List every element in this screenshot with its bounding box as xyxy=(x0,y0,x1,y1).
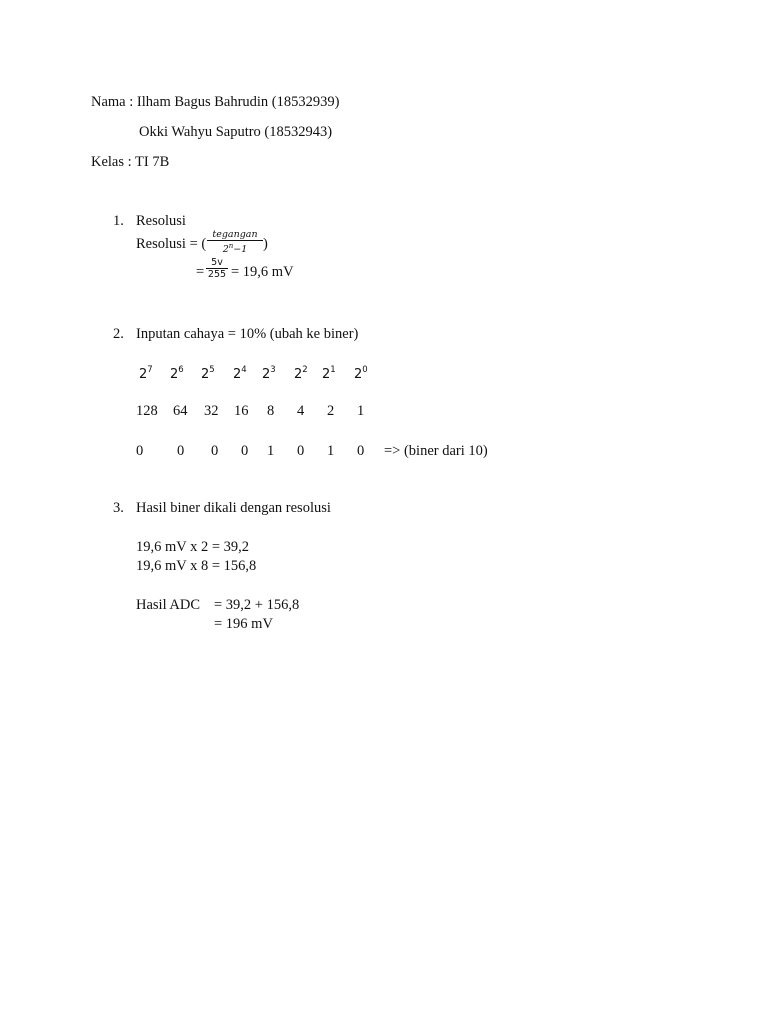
nama-line-2: Okki Wahyu Saputro (18532943) xyxy=(139,124,333,140)
power-of-two: $2^4$ xyxy=(233,365,247,382)
q1-frac2-numerator: 5v xyxy=(211,257,223,268)
power-of-two: $2^7$ xyxy=(139,365,153,382)
q1-formula-prefix: Resolusi = ( xyxy=(136,236,207,252)
power-of-two: $2^2$ xyxy=(294,365,308,382)
q1-fraction-5v xyxy=(206,257,228,280)
weight-value: 16 xyxy=(234,403,249,419)
bit-value: 0 xyxy=(297,443,305,459)
weight-value: 128 xyxy=(136,403,158,419)
nama-line: Nama : Ilham Bagus Bahrudin (18532939) xyxy=(91,94,340,110)
bits-note: => (biner dari 10) xyxy=(384,443,488,459)
weight-value: 4 xyxy=(297,403,305,419)
weight-value: 1 xyxy=(357,403,365,419)
q1-fraction-tegangan xyxy=(207,229,263,255)
power-of-two: $2^6$ xyxy=(170,365,184,382)
bit-value: 0 xyxy=(357,443,365,459)
q1-result: = 19,6 mV xyxy=(231,264,294,280)
hasil-adc-line-1: = 39,2 + 156,8 xyxy=(214,597,300,613)
q2-number: 2. xyxy=(113,326,124,342)
bit-value: 0 xyxy=(136,443,144,459)
power-of-two: $2^0$ xyxy=(354,365,368,382)
bit-value: 1 xyxy=(327,443,335,459)
q1-frac1-numerator: tegangan xyxy=(212,229,258,240)
bit-value: 0 xyxy=(241,443,249,459)
bit-value: 0 xyxy=(211,443,219,459)
weight-value: 32 xyxy=(204,403,219,419)
q1-frac2-denominator: 255 xyxy=(207,269,227,280)
q2-title: Inputan cahaya = 10% (ubah ke biner) xyxy=(136,326,359,342)
weight-value: 64 xyxy=(173,403,188,419)
hasil-adc-label: Hasil ADC xyxy=(136,597,201,613)
power-of-two: $2^1$ xyxy=(322,365,336,382)
q1-eq-sign: = xyxy=(196,264,205,280)
power-of-two: $2^5$ xyxy=(201,365,215,382)
q1-title: Resolusi xyxy=(136,213,186,229)
kelas-line: Kelas : TI 7B xyxy=(91,154,170,170)
power-of-two: $2^3$ xyxy=(262,365,276,382)
weight-value: 8 xyxy=(267,403,275,419)
hasil-adc-line-2: = 196 mV xyxy=(214,616,273,632)
weight-value: 2 xyxy=(327,403,335,419)
q1-frac1-denominator: $2^n-1$ xyxy=(222,242,248,255)
q3-number: 3. xyxy=(113,500,124,516)
q3-title: Hasil biner dikali dengan resolusi xyxy=(136,500,331,516)
bit-value: 1 xyxy=(267,443,275,459)
q3-calc-line-1: 19,6 mV x 2 = 39,2 xyxy=(136,539,250,555)
q3-calc-line-2: 19,6 mV x 8 = 156,8 xyxy=(136,558,257,574)
q1-formula-suffix: ) xyxy=(263,236,268,252)
bit-value: 0 xyxy=(177,443,185,459)
q1-number: 1. xyxy=(113,213,124,229)
